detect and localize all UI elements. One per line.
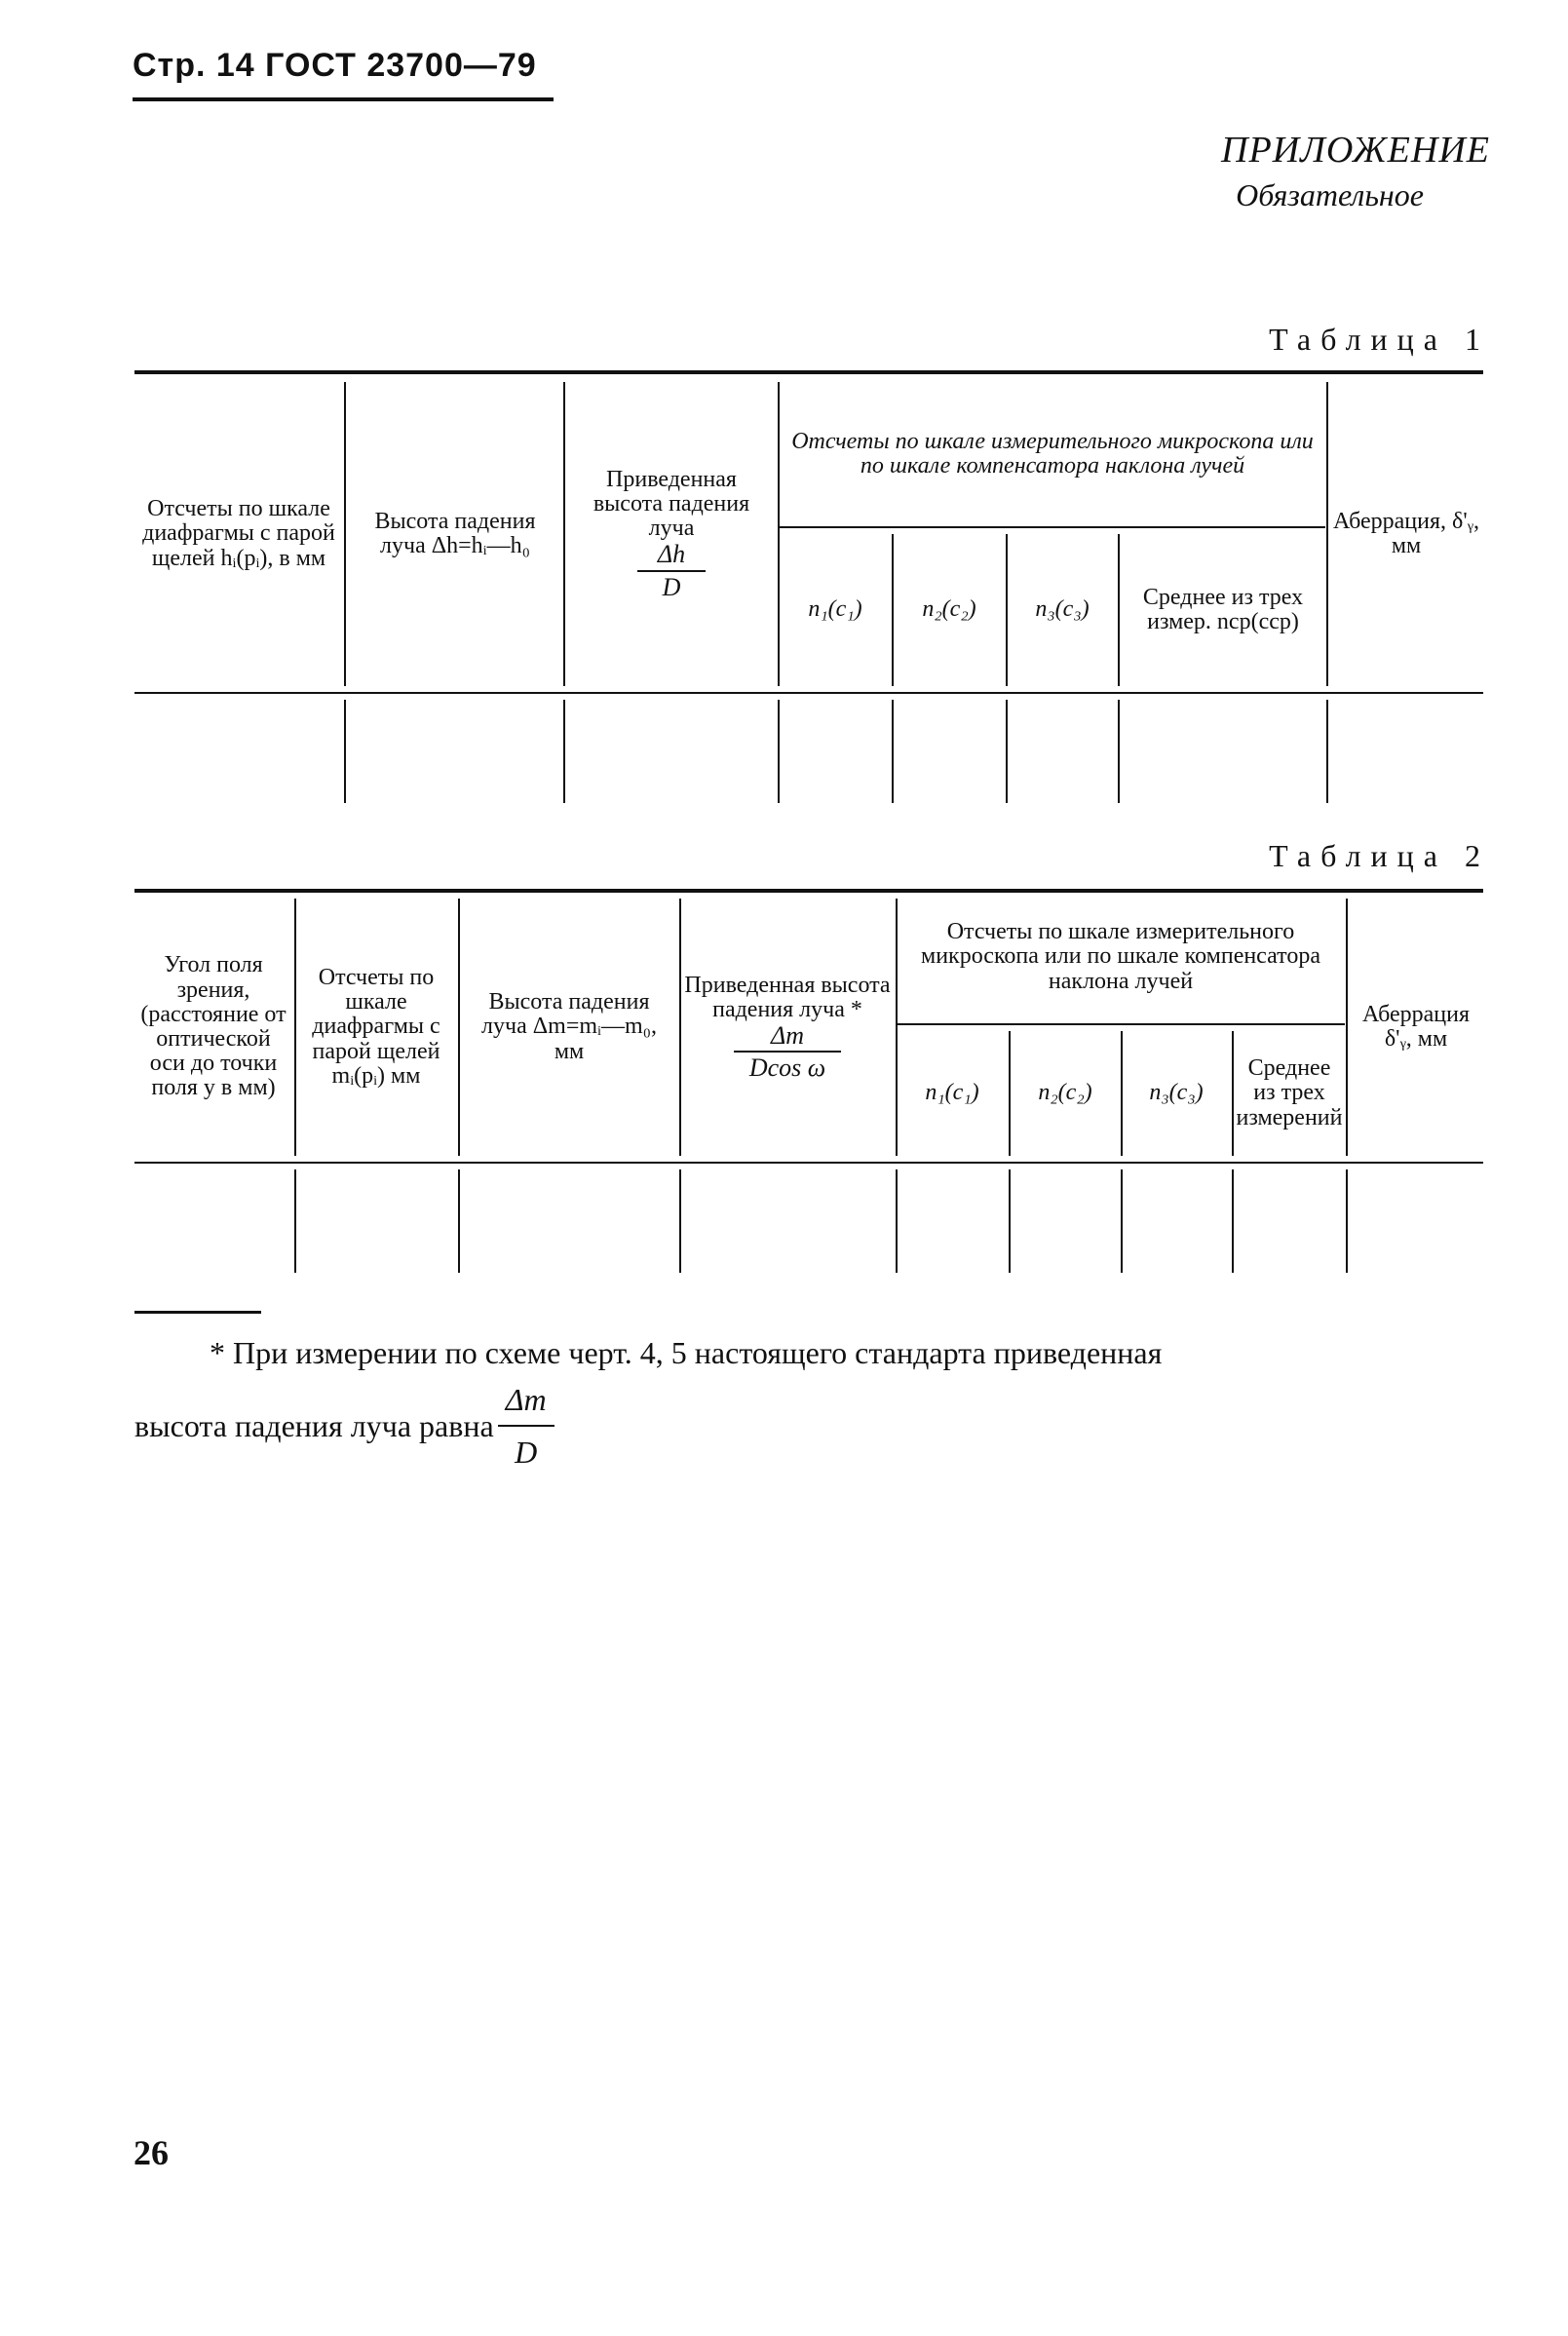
- table1-caption: Таблица 1: [1269, 322, 1490, 357]
- table2-fraction: $\frac{\Delta m}{\text{Dcos ω}}$: [734, 1022, 841, 1082]
- table2-body-vline: [1232, 1169, 1234, 1273]
- table1-body-vline: [778, 700, 780, 803]
- table2-vline: [294, 899, 296, 1156]
- table2-top-rule: [134, 889, 1483, 893]
- table2-vline: [1232, 1031, 1234, 1156]
- table2-vline: [1009, 1031, 1011, 1156]
- table2-vline: [679, 899, 681, 1156]
- page-number: 26: [134, 2133, 169, 2172]
- table2-col-scale-readings: Отсчеты по шкале диафрагмы с парой щелей mᵢ(pᵢ) мм: [312, 965, 440, 1089]
- table1-body-vline: [1326, 700, 1328, 803]
- table1-vline: [1006, 534, 1008, 686]
- table2-caption: Таблица 2: [1269, 838, 1490, 873]
- table2-col-n1: n₁(c₁): [925, 1080, 979, 1106]
- header-rule: [133, 97, 554, 101]
- table1-top-rule: [134, 370, 1483, 374]
- table2-body-vline: [679, 1169, 681, 1273]
- table1-body-vline: [563, 700, 565, 803]
- table1-col-scale-readings: Отсчеты по шкале диафрагмы с парой щелей hᵢ(pᵢ), в мм: [142, 496, 335, 571]
- table1-fraction: $\frac{\Delta h}{D}$: [637, 541, 706, 600]
- table2-vline: [458, 899, 460, 1156]
- table1-vline: [778, 382, 780, 686]
- running-head: Стр. 14 ГОСТ 23700—79: [133, 47, 537, 84]
- table2-vline: [896, 899, 898, 1156]
- table1-group-header: Отсчеты по шкале измерительного микроскопа или по шкале компенсатора наклона лучей: [791, 428, 1314, 479]
- table1-vline: [1326, 382, 1328, 686]
- table1-body-vline: [892, 700, 894, 803]
- table1-header-rule: [134, 692, 1483, 694]
- table2-col-field-angle: Угол поля зрения, (расстояние от оптической оси до точки поля y в мм): [140, 952, 287, 1101]
- table1-col-ray-height: Высота падения луча Δh=hᵢ—h₀: [374, 508, 536, 558]
- table1-vline: [1118, 534, 1120, 686]
- table1-col-n1: n₁(c₁): [808, 596, 862, 623]
- table2-col-n2: n₂(c₂): [1038, 1080, 1092, 1106]
- footnote-line1: * При измерении по схеме черт. 4, 5 настоящего стандарта приведенная: [210, 1335, 1163, 1370]
- table2-col-ray-height: Высота падения луча Δm=mᵢ—m₀, мм: [481, 989, 657, 1064]
- table1-col-average: Среднее из трех измер. nср(cср): [1142, 584, 1304, 634]
- table2-body-vline: [1121, 1169, 1123, 1273]
- table2-vline: [1346, 899, 1348, 1156]
- table2-body-vline: [1346, 1169, 1348, 1273]
- table1-body-vline: [1006, 700, 1008, 803]
- table1-col-n2: n₂(c₂): [922, 596, 976, 623]
- table1-col-aberration: Аберрация, δ'ᵧ, мм: [1332, 508, 1480, 558]
- table2-col-reduced-height: Приведенная высота падения луча * $\frac{\Delta m}{\text{Dcos ω}}$: [684, 972, 891, 1083]
- appendix-subtitle: Обязательное: [1236, 177, 1424, 212]
- table1-vline: [563, 382, 565, 686]
- table1-body-vline: [344, 700, 346, 803]
- table1-vline: [892, 534, 894, 686]
- footnote-line2: высота падения луча равна $\frac{\Delta m}{D}$: [134, 1376, 555, 1475]
- table1-group-rule: [780, 526, 1325, 528]
- table2-group-rule: [897, 1023, 1345, 1025]
- table2-header-rule: [134, 1162, 1483, 1164]
- table1-col-n3: n₃(c₃): [1035, 596, 1090, 623]
- table2-body-vline: [1009, 1169, 1011, 1273]
- table2-vline: [1121, 1031, 1123, 1156]
- table1-vline: [344, 382, 346, 686]
- footnote-rule: [134, 1311, 261, 1314]
- footnote-fraction: $\frac{\Delta m}{D}$: [498, 1376, 555, 1475]
- table2-col-aberration: Аберрация δ'ᵧ, мм: [1361, 1001, 1471, 1052]
- table2-col-n3: n₃(c₃): [1149, 1080, 1204, 1106]
- table2-body-vline: [458, 1169, 460, 1273]
- table2-group-header: Отсчеты по шкале измерительного микроскопа или по шкале компенсатора наклона лучей: [921, 919, 1320, 994]
- table1-col-reduced-height: Приведенная высота падения луча $\frac{\Delta h}{D}$: [593, 466, 750, 601]
- table2-body-vline: [294, 1169, 296, 1273]
- table2-body-vline: [896, 1169, 898, 1273]
- table2-col-average: Среднее из трех измерений: [1236, 1055, 1343, 1130]
- table1-body-vline: [1118, 700, 1120, 803]
- appendix-title: ПРИЛОЖЕНИЕ: [1221, 130, 1490, 171]
